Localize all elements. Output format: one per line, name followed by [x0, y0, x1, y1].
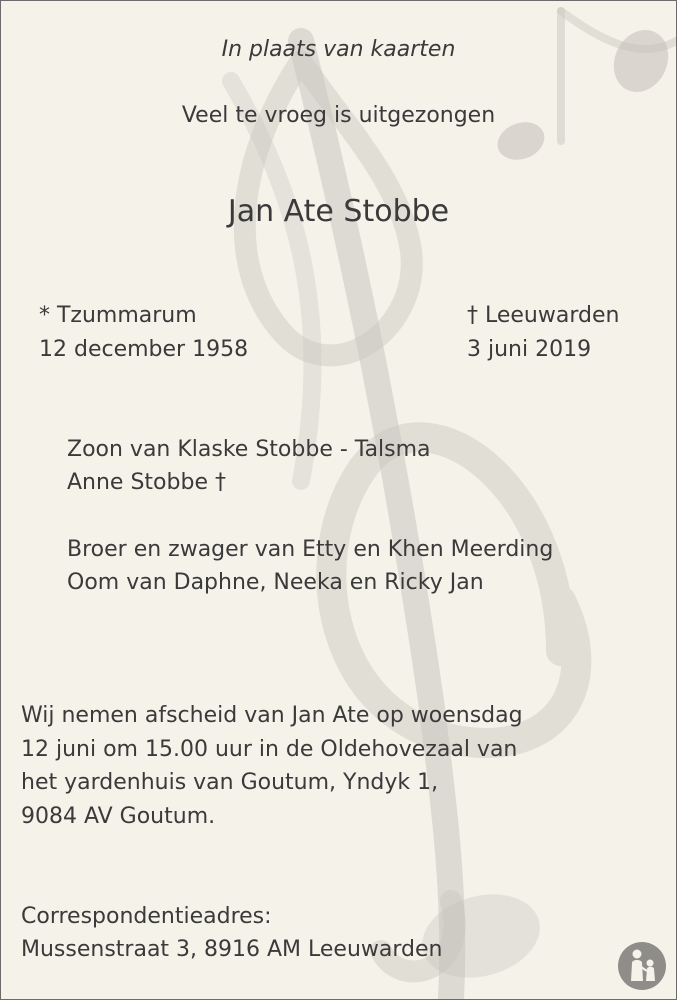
motto-text: Veel te vroeg is uitgezongen — [181, 103, 496, 128]
family-line: Zoon van Klaske Stobbe - Talsma — [67, 437, 431, 462]
farewell-line: Wij nemen afscheid van Jan Ate op woensdag — [21, 703, 523, 728]
birth-place: * Tzummarum — [39, 303, 197, 328]
farewell-line: het yardenhuis van Goutum, Yndyk 1, — [21, 770, 439, 795]
birth-date: 12 december 1958 — [39, 337, 249, 362]
family-line: Oom van Daphne, Neeka en Ricky Jan — [67, 570, 484, 595]
family-line: Broer en zwager van Etty en Khen Meerding — [67, 537, 554, 562]
correspondence-address: Mussenstraat 3, 8916 AM Leeuwarden — [21, 937, 443, 962]
farewell-line: 9084 AV Goutum. — [21, 804, 216, 829]
deceased-name: Jan Ate Stobbe — [227, 194, 450, 229]
death-date: 3 juni 2019 — [467, 337, 592, 362]
correspondence-label: Correspondentieadres: — [21, 904, 272, 929]
music-background-art — [1, 1, 676, 999]
death-place: † Leeuwarden — [467, 303, 620, 328]
family-line: Anne Stobbe † — [67, 470, 226, 495]
mourning-figures-icon — [617, 941, 667, 991]
intro-text: In plaats van kaarten — [221, 37, 456, 62]
farewell-line: 12 juni om 15.00 uur in de Oldehovezaal van — [21, 737, 518, 762]
